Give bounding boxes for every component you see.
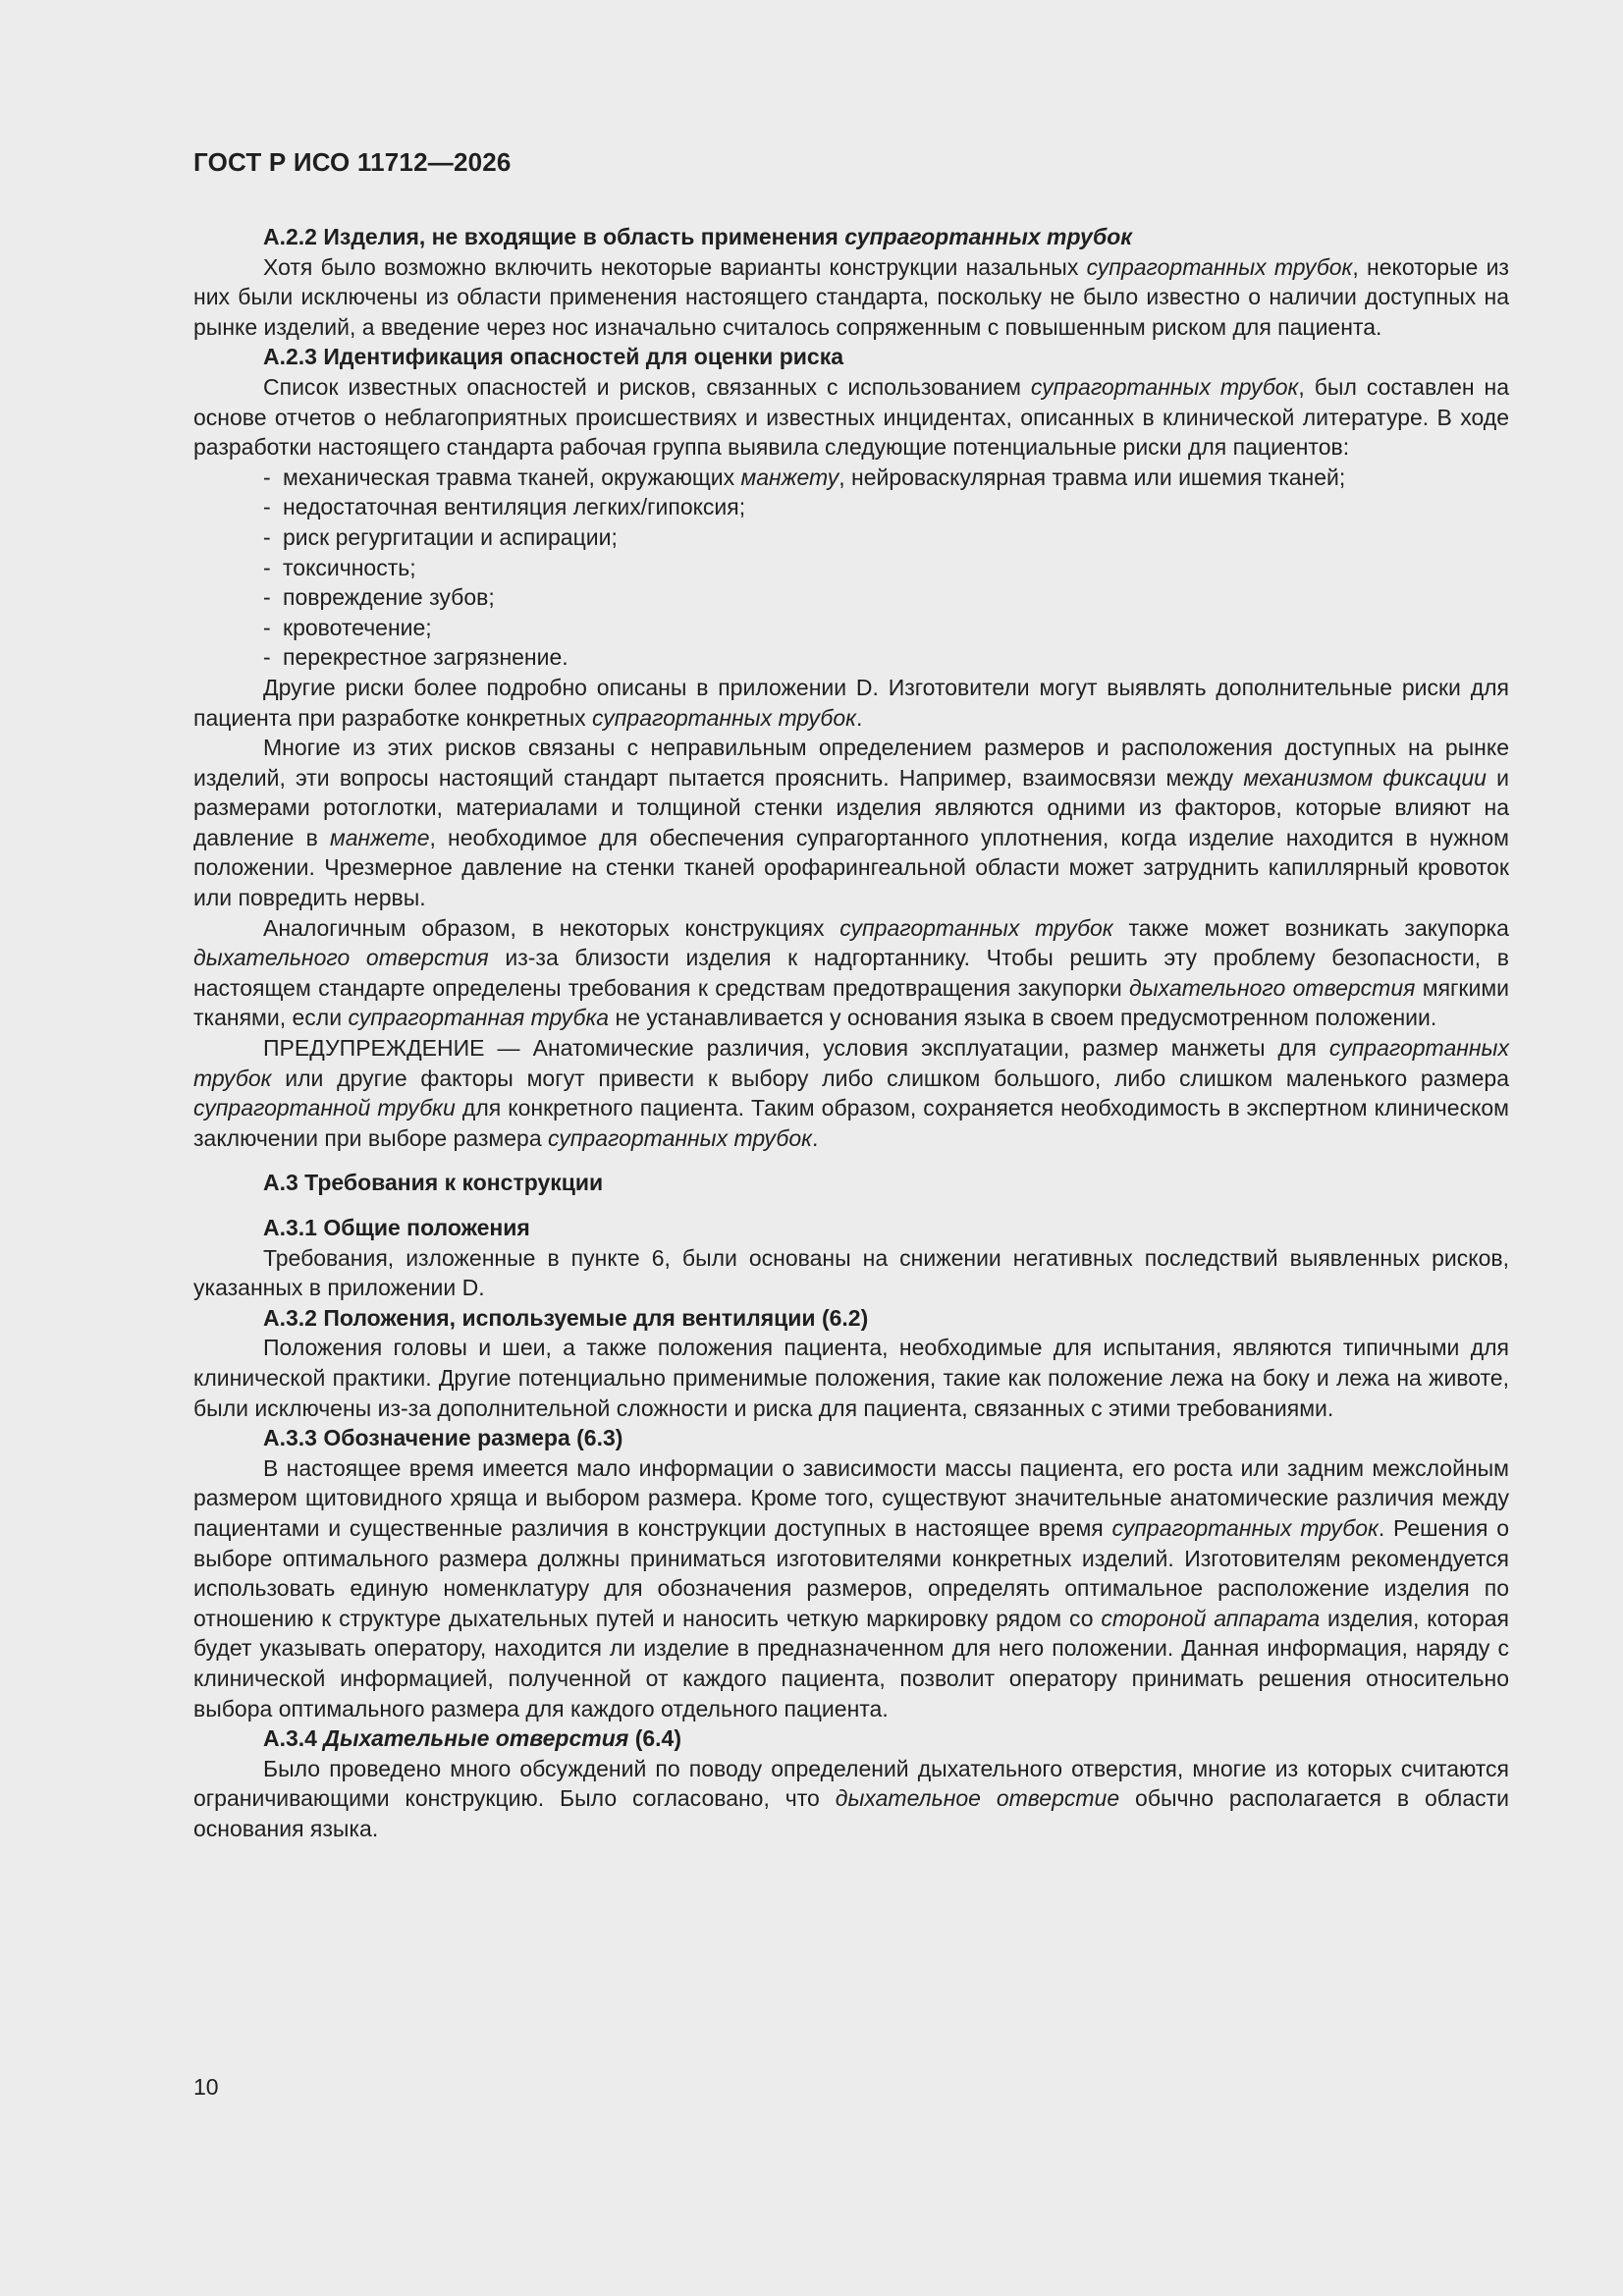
italic-term: супрагортанных трубок xyxy=(548,1124,813,1151)
text-run: , был составлен на основе отчетов о неблагоприятных происшествиях и известных инцидентах, описанных в клинической литературе. В ходе разработки настоящего стандарта рабочая группа выявила следующие потенциальные риски для пациентов: xyxy=(193,373,1510,461)
text-run: , нейроваскулярная травма или ишемия тканей; xyxy=(839,464,1346,490)
list-dash: - xyxy=(263,554,271,580)
text-run: обычно располагается в области основания языка. xyxy=(193,1785,1509,1841)
list-item-text: перекрестное загрязнение. xyxy=(283,644,568,671)
list-dash: - xyxy=(263,494,271,520)
section-heading-a33: А.3.3 Обозначение размера (6.3) xyxy=(263,1425,623,1451)
italic-term: механизмом фиксации xyxy=(1243,764,1487,791)
paragraph-a32-1: Положения головы и шеи, а также положения пациента, необходимые для испытания, являются типичными для клинической практики. Другие потенциально применимые положения, такие как положение лежа на боку и лежа на животе, были исключены из-за дополнительной сложности и риска для пациента, связанных с этими требованиями. xyxy=(193,1335,1509,1421)
warning-paragraph xyxy=(193,1033,1509,1153)
paragraph-a31-1: Требования, изложенные в пункте 6, были основаны на снижении негативных последствий выявленных рисков, указанных в приложении D. xyxy=(193,1244,1509,1301)
list-dash: - xyxy=(263,523,271,550)
italic-term: манжету xyxy=(740,464,839,490)
page-number: 10 xyxy=(193,2074,219,2100)
section-heading-a22 xyxy=(193,222,1509,252)
italic-term: супрагортанной трубки xyxy=(193,1095,456,1121)
italic-term: супрагортанных трубок xyxy=(1086,253,1353,280)
text-run: мягкими тканями, если xyxy=(193,974,1509,1031)
list-item-text: повреждение зубов; xyxy=(283,584,495,611)
text-run: Было проведено много обсуждений по поводу определений дыхательного отверстия, многие из которых считаются ограничивающими конструкцию. Было согласовано, что xyxy=(193,1755,1509,1812)
text-run: ПРЕДУПРЕЖДЕНИЕ — Анатомические различия, условия эксплуатации, размер манжеты для xyxy=(263,1035,1329,1062)
text-run: Многие из этих рисков связаны с неправильным определением размеров и расположения доступных на рынке изделий, эти вопросы настоящий стандарт пытается прояснить. Например, взаимосвязи между xyxy=(193,735,1509,791)
text-run: механическая травма тканей, окружающих xyxy=(283,464,741,490)
section-heading-a31: А.3.1 Общие положения xyxy=(263,1215,530,1240)
italic-term: супрагортанная трубка xyxy=(348,1005,610,1031)
list-item xyxy=(193,522,1509,553)
paragraph-a23-2 xyxy=(193,673,1509,733)
heading-italic-term: Дыхательные отверстия xyxy=(323,1725,629,1752)
text-run: из-за близости изделия к надгортаннику. Чтобы решить эту проблему безопасности, в настоящем стандарте определены требования к средствам предотвращения закупорки xyxy=(193,945,1509,1001)
paragraph-a22-1 xyxy=(193,252,1509,343)
italic-term: дыхательного отверстия xyxy=(193,945,489,971)
italic-term: манжете xyxy=(329,824,430,850)
text-run: В настоящее время имеется мало информации о зависимости массы пациента, его роста или задним межслойным размером щитовидного хряща и выбором размера. Кроме того, существуют значительные анатомические различия между пациентами и существенные различия в конструкции доступных в настоящее время xyxy=(193,1454,1509,1541)
list-item-text: недостаточная вентиляция легких/гипоксия; xyxy=(283,494,746,520)
text-run: . xyxy=(812,1124,819,1151)
risk-list xyxy=(193,463,1509,673)
heading-text: А.2.2 Изделия, не входящие в область применения xyxy=(263,224,845,249)
paragraph-a23-4 xyxy=(193,913,1509,1033)
italic-term: супрагортанных трубок xyxy=(592,704,857,731)
paragraph-a23-intro xyxy=(193,372,1509,463)
list-item-text: риск регургитации и аспирации; xyxy=(283,523,618,550)
list-dash: - xyxy=(263,644,271,671)
list-item xyxy=(193,492,1509,522)
list-item xyxy=(193,463,1509,493)
list-item-text xyxy=(283,463,1345,493)
text-run: , некоторые из них были исключены из области применения настоящего стандарта, поскольку не было известно о наличии доступных на рынке изделий, а введение через нос изначально считалось сопряженным с повышенным риском для пациента. xyxy=(193,253,1509,340)
paragraph-a23-3 xyxy=(193,733,1509,913)
list-item xyxy=(193,582,1509,613)
list-item xyxy=(193,642,1509,673)
list-dash: - xyxy=(263,614,271,640)
italic-term: супрагортанных трубок xyxy=(193,1035,1509,1091)
italic-term: супрагортанных трубок xyxy=(839,914,1113,941)
heading-italic-term: супрагортанных трубок xyxy=(844,224,1132,249)
document-body xyxy=(193,222,1509,1843)
text-run: Хотя было возможно включить некоторые варианты конструкции назальных xyxy=(263,253,1087,280)
text-run: изделия, которая будет указывать оператору, находится ли изделие в предназначенном для него положении. Данная информация, наряду с клинической информацией, полученной от каждого пациента, позволит оператору принимать решения относительно выбора оптимального размера для каждого отдельного пациента. xyxy=(193,1605,1509,1722)
italic-term: стороной аппарата xyxy=(1101,1605,1321,1631)
paragraph-a33-1 xyxy=(193,1453,1509,1723)
list-dash: - xyxy=(263,464,271,490)
document-code-header: ГОСТ Р ИСО 11712—2026 xyxy=(193,147,512,177)
section-heading-a23: А.2.3 Идентификация опасностей для оценки риска xyxy=(263,344,843,370)
section-heading-a32: А.3.2 Положения, используемые для вентиляции (6.2) xyxy=(263,1304,869,1331)
list-item-text: токсичность; xyxy=(283,554,416,580)
list-item xyxy=(193,553,1509,583)
text-run: не устанавливается у основания языка в своем предусмотренном положении. xyxy=(609,1005,1437,1031)
section-heading-a34 xyxy=(193,1723,1509,1754)
list-dash: - xyxy=(263,584,271,611)
text-run: для конкретного пациента. Таким образом, сохраняется необходимость в экспертном клиническом заключении при выборе размера xyxy=(193,1095,1509,1151)
text-run: , необходимое для обеспечения супрагортанного уплотнения, когда изделие находится в нужном положении. Чрезмерное давление на стенки тканей орофарингеальной области может затруднить капиллярный кровоток или повредить нервы. xyxy=(193,824,1509,911)
text-run: Список известных опасностей и рисков, связанных с использованием xyxy=(263,373,1031,400)
text-run: и размерами ротоглотки, материалами и толщиной стенки изделия являются одними из факторов, которые влияют на давление в xyxy=(193,764,1509,850)
section-heading-a3: А.3 Требования к конструкции xyxy=(263,1170,604,1196)
italic-term: супрагортанных трубок xyxy=(1111,1514,1379,1541)
text-run: . Решения о выборе оптимального размера должны приниматься изготовителями конкретных изделий. Изготовителям рекомендуется использовать единую номенклатуру для обозначения размеров, определять оптимальное расположение изделия по отношению к структуре дыхательных путей и наносить четкую маркировку рядом со xyxy=(193,1514,1509,1631)
list-item xyxy=(193,613,1509,643)
text-run: Другие риски более подробно описаны в приложении D. Изготовители могут выявлять дополнительные риски для пациента при разработке конкретных xyxy=(193,674,1509,731)
italic-term: дыхательное отверстие xyxy=(835,1785,1120,1812)
italic-term: супрагортанных трубок xyxy=(1030,373,1299,400)
text-run: . xyxy=(856,704,863,731)
text-run: Аналогичным образом, в некоторых конструкциях xyxy=(263,914,840,941)
heading-text: А.3.4 xyxy=(263,1725,324,1752)
text-run: также может возникать закупорка xyxy=(1112,914,1509,941)
text-run: или другие факторы могут привести к выбору либо слишком большого, либо слишком маленького размера xyxy=(271,1065,1509,1091)
list-item-text: кровотечение; xyxy=(283,614,432,640)
heading-text: (6.4) xyxy=(628,1725,681,1752)
italic-term: дыхательного отверстия xyxy=(1129,974,1416,1001)
paragraph-a34-1 xyxy=(193,1754,1509,1844)
